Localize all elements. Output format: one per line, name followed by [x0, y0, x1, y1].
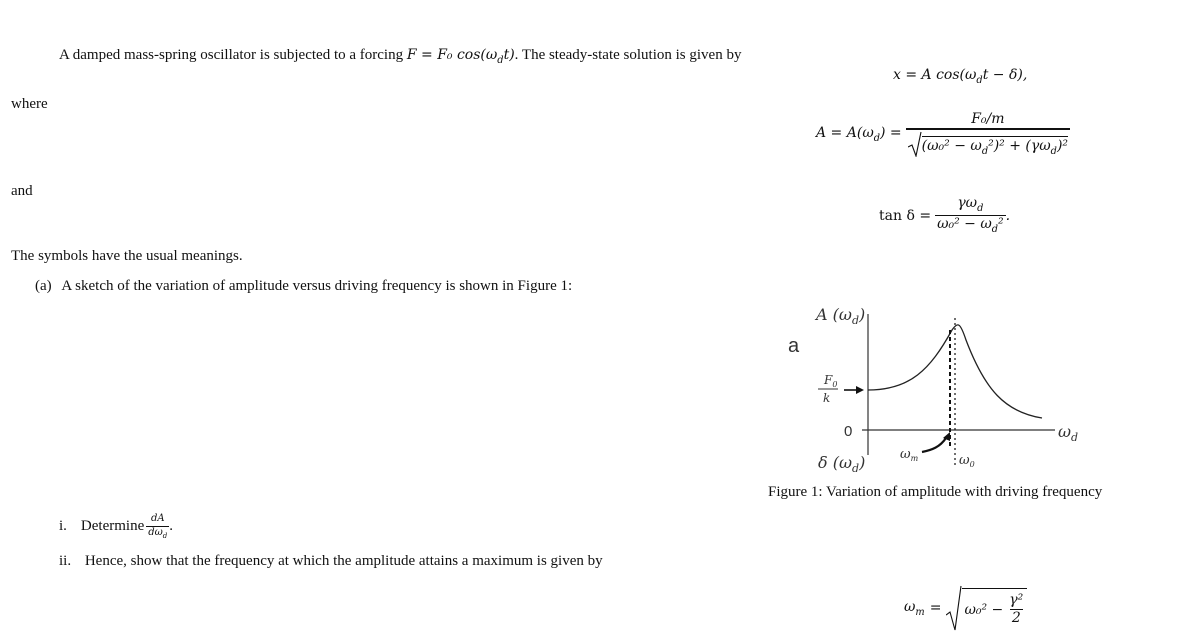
curved-arrow: [922, 438, 946, 452]
problem-intro: [59, 47, 741, 66]
where-label: where: [11, 96, 48, 112]
part-ii-label: ii.: [59, 553, 72, 569]
forcing-formula: F = F₀ $\cos(\omega_dt)$: [406, 47, 515, 66]
figure-panel-label: a: [788, 335, 800, 357]
amplitude-equation: $A = A(\omega_d)$ = $\frac{\text{F₀/m}}{(\omega_0^2 - \omega_d^2)^2 + (\gamma\omega_d)^2}$: [816, 111, 1069, 157]
k-label: k: [823, 391, 831, 405]
zero-label: 0: [844, 423, 853, 440]
part-ii: [59, 553, 603, 570]
sqrt-icon: [946, 585, 962, 631]
symbols-text: The symbols have the usual meanings.: [11, 248, 243, 264]
f0-label: $F_0$: [824, 373, 838, 389]
intro-text-tail: . The steady-state solution is given by: [514, 47, 742, 63]
solution-equation: x = A $\cos(\omega_dt - \delta)$,: [893, 67, 1028, 86]
and-label: and: [11, 183, 33, 199]
y-axis-label: A $(\omega_d)$: [816, 305, 866, 327]
amplitude-figure: [780, 300, 1080, 480]
f0-arrow-head: [856, 386, 864, 394]
part-i-text: Determine: [80, 518, 145, 535]
phase-fraction: $\frac{\gamma\omega_d}{\omega_0^2 - \omega_d^2}$: [937, 195, 1004, 235]
figure-caption: Figure 1: Variation of amplitude with driving frequency: [768, 484, 1103, 500]
part-i-label: i.: [59, 518, 67, 535]
part-ii-text: Hence, show that the frequency at which the amplitude attains a maximum is given by: [84, 553, 603, 569]
derivative-fraction: $\frac{dA}{d\omega_d}$: [148, 513, 168, 540]
part-a-text: A sketch of the variation of amplitude versus driving frequency is shown in Figure 1:: [61, 278, 573, 294]
phase-axis-label: δ $(\omega_d)$: [818, 453, 866, 475]
maximum-equation: $\omega_m$ = ω₀² − $\frac{\text{γ²}}{2}$: [904, 585, 1027, 631]
part-a: [35, 278, 572, 295]
omega-0-label: $\omega_0$: [959, 453, 975, 469]
amplitude-fraction: $\frac{\text{F₀/m}}{(\omega_0^2 - \omega_d^2)^2 + (\gamma\omega_d)^2}$: [906, 112, 1070, 157]
intro-text: A damped mass-spring oscillator is subjected to a forcing: [59, 47, 407, 63]
x-axis-label: $\omega_d$: [1058, 422, 1079, 444]
sqrt-icon: [908, 131, 922, 157]
phase-equation: tan δ = $\frac{\gamma\omega_d}{\omega_0^2 - \omega_d^2}$ .: [879, 195, 1011, 235]
omega-m-label: $\omega_m$: [900, 447, 919, 463]
part-a-label: (a): [35, 278, 52, 294]
part-i: i. Determine $\frac{dA}{d\omega_d}$ .: [59, 513, 174, 540]
